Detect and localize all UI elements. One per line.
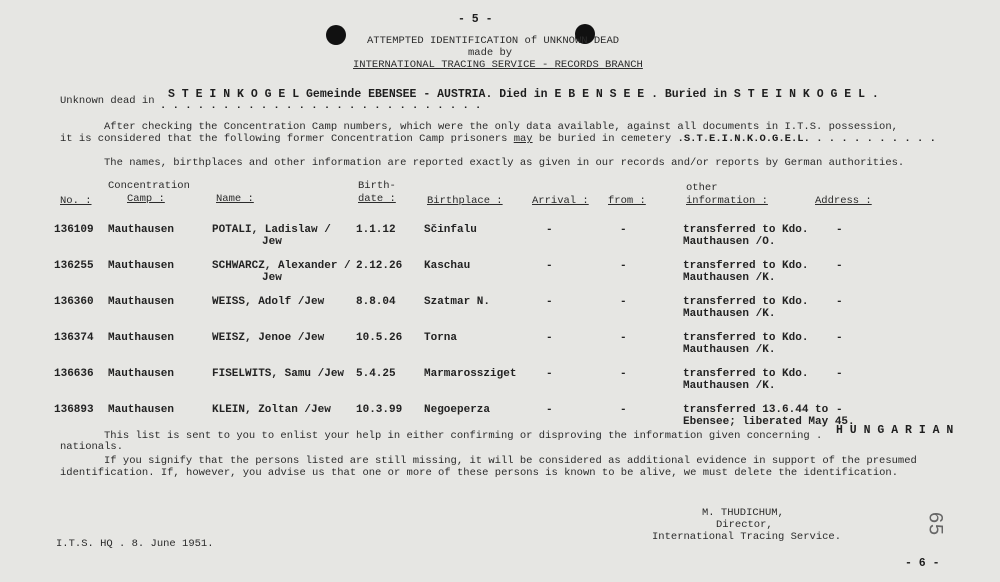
signatory-name: M. THUDICHUM,	[702, 507, 784, 519]
missing-note-line1: If you signify that the persons listed are still missing, it will be considered as additional evidence in support of the presumed	[104, 455, 917, 467]
camp: Mauthausen	[108, 224, 175, 236]
signatory-org: International Tracing Service.	[652, 531, 842, 543]
prisoner-name: FISELWITS, Samu /Jew	[212, 368, 345, 380]
other-info-cont: Mauthausen /K.	[683, 272, 776, 284]
page-number-bottom: - 6 -	[905, 557, 940, 570]
other-info-cont: Mauthausen /K.	[683, 344, 776, 356]
intro-paragraph-line2-a: it is considered that the following former Concentration Camp prisoners	[60, 133, 508, 145]
header-camp-line2: Camp :	[127, 193, 165, 205]
enlist-help-line1: This list is sent to you to enlist your help in either confirming or disproving the information given concerning .	[104, 430, 823, 442]
signatory-title: Director,	[716, 519, 773, 531]
birthplace: Marmarossziget	[424, 368, 517, 380]
prisoner-number: 136255	[54, 260, 94, 272]
header-other-line2: information :	[686, 195, 768, 207]
enlist-help-line2: nationals.	[60, 441, 124, 453]
birthdate: 8.8.04	[356, 296, 396, 308]
camp: Mauthausen	[108, 404, 175, 416]
document-title: ATTEMPTED IDENTIFICATION of UNKNOWN DEAD	[367, 35, 620, 47]
intro-paragraph-line2-b: be buried in cemetery	[538, 133, 672, 145]
document-issuer: INTERNATIONAL TRACING SERVICE - RECORDS BRANCH	[353, 59, 643, 71]
header-address: Address :	[815, 195, 872, 207]
birthdate: 5.4.25	[356, 368, 396, 380]
punch-hole-left	[326, 25, 346, 45]
other-info: transferred to Kdo.	[683, 296, 809, 308]
header-arrival: Arrival :	[532, 195, 589, 207]
arrival: -	[546, 332, 553, 344]
unknown-dead-label: Unknown dead in	[60, 95, 155, 107]
other-info-cont: Ebensee; liberated May 45.	[683, 416, 855, 428]
address: -	[836, 404, 843, 416]
birthdate: 1.1.12	[356, 224, 396, 236]
address: -	[836, 224, 843, 236]
cemetery-dots: . . . . . . . . . .	[816, 133, 936, 145]
its-hq-date: I.T.S. HQ . 8. June 1951.	[56, 538, 214, 550]
other-info-cont: Mauthausen /K.	[683, 308, 776, 320]
prisoner-number: 136636	[54, 368, 94, 380]
archive-stamp-number: 65	[922, 511, 946, 536]
from: -	[620, 296, 627, 308]
address: -	[836, 332, 843, 344]
prisoner-name-cont: Jew	[262, 272, 282, 284]
other-info: transferred to Kdo.	[683, 224, 809, 236]
intro-paragraph-line2	[60, 133, 936, 145]
header-no: No. :	[60, 195, 92, 207]
prisoner-number: 136374	[54, 332, 94, 344]
camp: Mauthausen	[108, 368, 175, 380]
from: -	[620, 224, 627, 236]
prisoner-name-cont: Jew	[262, 236, 282, 248]
birthplace: Sčinfalu	[424, 224, 477, 236]
birthplace: Negoeperza	[424, 404, 491, 416]
camp: Mauthausen	[108, 332, 175, 344]
header-from: from :	[608, 195, 646, 207]
header-birthdate-line1: Birth-	[358, 180, 396, 192]
from: -	[620, 332, 627, 344]
header-birthplace: Birthplace :	[427, 195, 503, 207]
records-note: The names, birthplaces and other information are reported exactly as given in our records and/or reports by German authorities.	[104, 157, 905, 169]
missing-note-line2: identification. If, however, you advise us that one or more of these persons is known to be alive, we must delete the identification.	[60, 467, 899, 479]
arrival: -	[546, 224, 553, 236]
birthplace: Kaschau	[424, 260, 471, 272]
intro-paragraph-may: may	[513, 133, 533, 145]
prisoner-name: WEISS, Adolf /Jew	[212, 296, 325, 308]
from: -	[620, 368, 627, 380]
birthplace: Szatmar N.	[424, 296, 491, 308]
header-name: Name :	[216, 193, 254, 205]
other-info-cont: Mauthausen /O.	[683, 236, 776, 248]
arrival: -	[546, 296, 553, 308]
address: -	[836, 368, 843, 380]
prisoner-number: 136893	[54, 404, 94, 416]
intro-paragraph-line1: After checking the Concentration Camp numbers, which were the only data available, against all documents in I.T.S. possession,	[104, 121, 898, 133]
arrival: -	[546, 260, 553, 272]
prisoner-name: WEISZ, Jenoe /Jew	[212, 332, 325, 344]
header-other-line1: other	[686, 182, 718, 194]
page-number-top: - 5 -	[458, 13, 493, 26]
other-info: transferred to Kdo.	[683, 260, 809, 272]
unknown-dead-dots: . . . . . . . . . . . . . . . . . . . . . . . . . .	[160, 100, 482, 112]
prisoner-name: KLEIN, Zoltan /Jew	[212, 404, 331, 416]
from: -	[620, 404, 627, 416]
document-subtitle: made by	[468, 47, 513, 59]
other-info: transferred to Kdo.	[683, 332, 809, 344]
prisoner-name: SCHWARCZ, Alexander /	[212, 260, 351, 272]
prisoner-number: 136360	[54, 296, 94, 308]
other-info: transferred to Kdo.	[683, 368, 809, 380]
arrival: -	[546, 368, 553, 380]
other-info: transferred 13.6.44 to	[683, 404, 829, 416]
address: -	[836, 260, 843, 272]
prisoner-number: 136109	[54, 224, 94, 236]
camp: Mauthausen	[108, 296, 175, 308]
birthdate: 10.5.26	[356, 332, 403, 344]
header-camp-line1: Concentration	[108, 180, 190, 192]
from: -	[620, 260, 627, 272]
header-birthdate-line2: date :	[358, 193, 396, 205]
arrival: -	[546, 404, 553, 416]
birthdate: 2.12.26	[356, 260, 403, 272]
birthdate: 10.3.99	[356, 404, 403, 416]
nationality: H U N G A R I A N	[836, 424, 954, 437]
address: -	[836, 296, 843, 308]
other-info-cont: Mauthausen /K.	[683, 380, 776, 392]
prisoner-name: POTALI, Ladislaw /	[212, 224, 331, 236]
camp: Mauthausen	[108, 260, 175, 272]
unknown-dead-location: S T E I N K O G E L Gemeinde EBENSEE - AUSTRIA. Died in E B E N S E E . Buried in S T E I N K O G E L .	[168, 88, 879, 101]
birthplace: Torna	[424, 332, 458, 344]
cemetery-name: .S.T.E.I.N.K.O.G.E.L.	[677, 133, 810, 145]
